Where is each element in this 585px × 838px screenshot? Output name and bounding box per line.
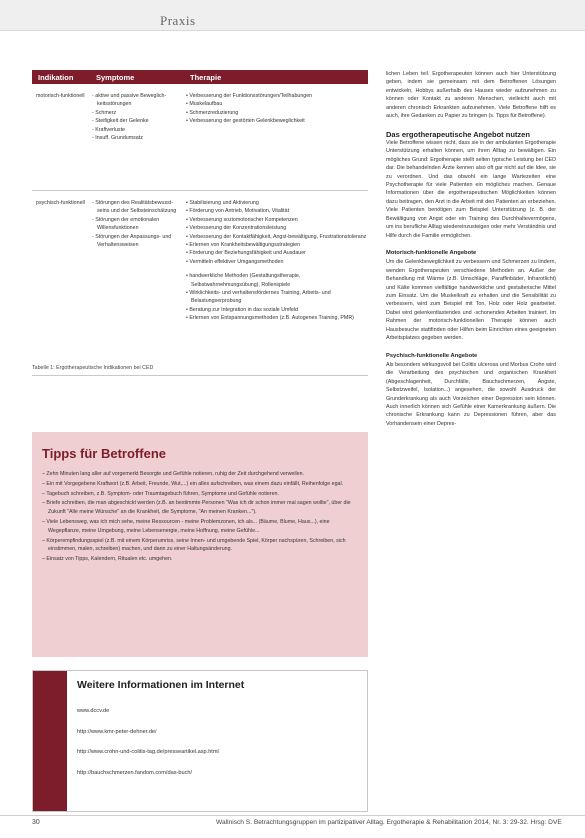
body-paragraph: Um die Gelenkbeweglichkeit zu verbessern und Schmerzen zu lindern, wenden Ergotherapeuten verschiedene Methoden an. Außer der Behandlung mit Wärme (z.B. Umschläge, Paraffinbäder, Infrarotlicht) und Kälte kommen vielfältige handwerkliche und gestalterische Mittel zum Einsatz. Um die Muskelkraft zu erhalten und die Sensibilität zu verbessern, wird zum Beispiel mit Ton, Holz oder Holz gearbeitet. Dabei wird gelenkentlastendes und -schonendes Arbeiten trainiert. Im Rahmen der motorisch-funktionellen Therapie können auch Hausbesuche stattfinden oder Hilfen beim Einrichten eines geeigneten Arbeitsplatzes gegeben werden.: [386, 259, 556, 342]
table-caption: Tabelle 1: Ergotherapeutische Indikationen bei CED: [32, 365, 154, 371]
therapy-item: • Verbesserung der Kontaktfähigkeit, Angst-bewältigung, Frustrationstoleranz: [184, 233, 368, 241]
tip-item: – Ein mit Vorgegebene Kraftwort (z.B. Arbeit, Freunde, Wut,...) ein alles aufschreiben, was einem dazu einfällt, Reihenfolge egal.: [40, 480, 362, 489]
page-number: 30: [32, 819, 40, 826]
symptom-item: - Steifigkeit der Gelenke: [90, 117, 178, 125]
symptoms-cell: [90, 92, 184, 184]
therapy-item: • Erlernen von Krankheitsbewältigungsstrategien: [184, 241, 368, 249]
column-header: Indikation: [38, 72, 74, 82]
tip-item: – Tagebuch schreiben, z.B. Symptom- oder Traumtagebuch führen, Symptome und Gefühle notieren.: [40, 490, 362, 499]
tips-title: Tipps für Betroffene: [42, 446, 166, 461]
info-link[interactable]: http://bauchschmerzen.fandom.com/das-buch/: [77, 769, 193, 776]
therapy-item: • Beratung zur Integration in das soziale Umfeld: [184, 306, 368, 314]
indication-table: [32, 70, 368, 376]
therapy-item: • Wirklichkeits- und verhaltensfördernes Training, Arbeits- und Belastungserprobung: [184, 289, 368, 306]
column-header: Symptome: [96, 72, 135, 82]
footer-divider: [0, 815, 585, 816]
tip-item: – Viele Lebensweg, was ich mich sehe, meine Ressourcen - meine Problemzonen, ich als... (Bäume, Blume, Haus...), eine Wegepflanze, meine Umgebung, meine Lebensenergie, meine Hoffnung, meine Gefühle...: [40, 518, 362, 536]
body-paragraph: Als besonders wirkungsvoll bei Colitis ulcerosa und Morbus Crohn wird die Verarbeitung des psychischen und organischen Krankheit (Abgeschlagenheit, Durchfälle, Bauchschmerzen, Ängste, Selbstzweifel, Isolation...) angesehen, die sowohl Ausdruck der Grunderkrankung als auch Vorzeichen einer Depression sein können. Auch innerlich können sich Gefühle einer Kamerkrankung äußern. Die chronische Erkrankung kann zu Depressionen führen, aber das Vorhandensein einer Depres-: [386, 361, 556, 427]
symptom-item: - Insuff. Grundumsatz: [90, 134, 178, 142]
right-column: [386, 70, 556, 428]
info-link[interactable]: http://www.kmr-peter-dehner.de/: [77, 728, 157, 735]
therapy-item: • Verbesserung soziomotorischer Kompetenzen: [184, 216, 368, 224]
therapy-item: • Schmerzreduzierung: [184, 109, 368, 117]
tips-box: [32, 432, 368, 657]
section-title: Praxis: [160, 13, 196, 28]
therapy-item: • Muskelaufbau: [184, 100, 368, 108]
table-row: [32, 191, 368, 376]
symptom-item: - aktive und passive Beweglich-keitsstörungen: [90, 92, 178, 109]
header-divider: [0, 30, 585, 31]
therapy-item: • Verbesserung der gestörten Gelenkbeweglichkeit: [184, 117, 368, 125]
therapy-item: • Verbesserung der Konzentrationsleistung: [184, 224, 368, 232]
page-header: [0, 0, 585, 30]
table-row: [32, 84, 368, 191]
info-accent-bar: [33, 671, 67, 811]
section-heading: Das ergotherapeutische Angebot nutzen: [386, 129, 530, 139]
tip-item: – Zehn Minuten lang aller auf vorgemerkt Besorgte und Gefühle notieren, ruhig der Zeit durchgehend verweilen.: [40, 470, 362, 479]
tip-item: – Einsatz von Tipps, Kalendern, Ritualen etc. umgehen.: [40, 555, 362, 564]
therapy-item: • Erlernen von Entspannungsmethoden (z.B. Autogenes Training, PMR): [184, 314, 368, 322]
subsection-heading: Psychisch-funktionelle Angebote: [386, 352, 478, 359]
body-paragraph: Viele Betroffene wissen nicht, dass sie in der ambulanten Ergotherapie Unterstützung erhalten können, um ihren Alltag zu bewältigen. Ein mögliches Grund: Ergotherapie stellt selten typische Leistung bei CED dar. Die behandelnden Ärzte kennen also oft gar nicht auf die Idee, sie zu verordnen. Und das obwohl ein lange Wartezeiten eine Psychotherapie für viele Patienten ein mögliches machen. Genaue Informationen über die ergotherapeutischen Möglichkeiten können dazu beitragen, den Arzt in die Arbeit mit den Patienten an erbeziehen. Viele Patienten benötigen zum Beispiel Unterstützung (z. B. der Bewältigung von Angst oder ein Training des Durchhaltevermögens, um ins berufliche Alltag wiedereinzusteigen oder mehr Verständnis und Hilfe durch die Familie ermöglichen.: [386, 139, 556, 239]
indication-cell: psychisch-funktionell: [36, 200, 85, 206]
info-title: Weitere Informationen im Internet: [77, 679, 245, 691]
subsection-heading: Motorisch-funktionelle Angebote: [386, 250, 477, 257]
therapy-cell: [184, 199, 368, 369]
symptom-item: - Störungen der Anpassungs- und Verhaltensweisen: [90, 233, 178, 250]
column-header: Therapie: [190, 72, 222, 82]
therapy-cell: [184, 92, 368, 184]
info-link[interactable]: www.dccv.de: [77, 708, 110, 714]
symptom-item: - Kraftverluste: [90, 126, 178, 134]
table-header: [32, 70, 368, 84]
info-links: [77, 701, 219, 783]
tip-item: – Körperempfindungsspiel (z.B. mit einem Körperumriss, seine Innen- und umgebende Spiel, Körper nachspüren, Schreiben, sich einstimmen, malen, schreiben) machen, und dann zu einer Haltungsänderung.: [40, 537, 362, 555]
therapy-item: • Förderung der Beziehungsfähigkeit und Ausdauer: [184, 249, 368, 257]
info-box: [32, 670, 368, 812]
indication-cell: motorisch-funktionell: [36, 93, 85, 99]
therapy-item: • Vermitteln effektiver Umgangsmethoden: [184, 258, 368, 266]
info-link[interactable]: http://www.crohn-und-colitis-tag.de/presseartikel.asp.html: [77, 749, 219, 755]
therapy-item: • handwerkliche Methoden (Gestaltungstherapie, Selbstwahrnehmungsübung), Rollenspiele: [184, 272, 368, 289]
therapy-item: • Verbesserung der Funktionsstörungen/Teilhabungen: [184, 92, 368, 100]
therapy-item: • Stabilisierung und Aktivierung: [184, 199, 368, 207]
therapy-item: • Förderung von Antrieb, Motivation, Vitalität: [184, 207, 368, 215]
footer-citation: Wallnisch S. Betrachtungsgruppen im partizipativer Alltag. Ergotherapie & Rehabilitation 2014, Nr. 3: 29-32. Hrsg: DVE: [216, 819, 562, 826]
tip-item: – Briefe schreiben, die man abgeschickt werden (z.B. an bestimmte Personen "Was ich dir schon immer mal sagen wollte", über die Zukunft "Alle meine Wünsche" an die Krankheit, die Symptome, "An meinen Kranken...").: [40, 499, 362, 517]
body-paragraph: lichen Leben teil. Ergotherapeuten können auch hier Unterstützung geben, indem sie gemeinsam mit dem Betroffenen Lösungen entwickeln, Hobbys außerhalb des Hauses wieder aufzunehmen zu können oder Kontakt zu anderen Menschen, vielleicht auch mit anderen chronisch Erkrankten aufzunehmen. Viele Betroffene hilft es auch, ihre Gedanken zu Papier zu bringen (s. Tipps für Betroffene).: [386, 71, 556, 120]
tips-list: [40, 470, 362, 565]
symptoms-cell: [90, 199, 184, 369]
symptom-item: - Störungen der emotionalen Willensfunktionen: [90, 216, 178, 233]
symptom-item: - Schmerz: [90, 109, 178, 117]
symptom-item: - Störungen des Realitätsbewusst-seins und der Selbsteinschätzung: [90, 199, 178, 216]
